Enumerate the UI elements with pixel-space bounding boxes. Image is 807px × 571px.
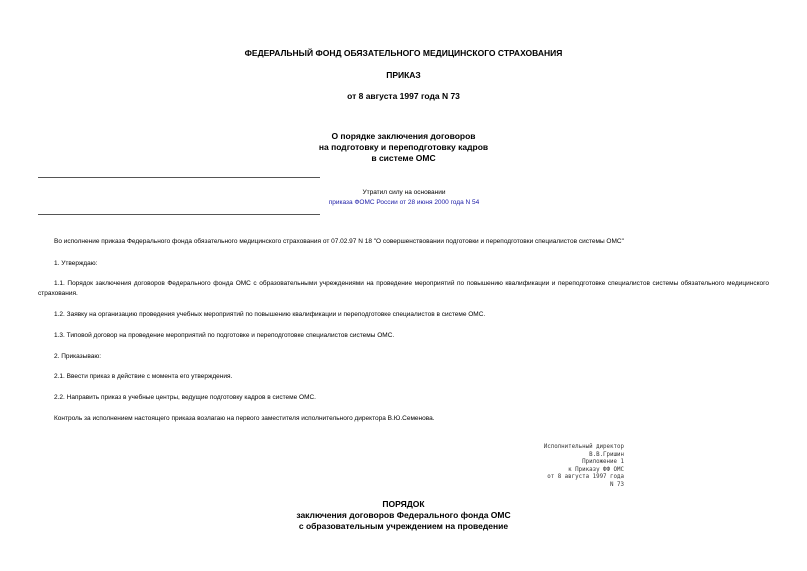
document-type-heading: ПРИКАЗ [386,70,421,80]
signature-block [470,444,624,490]
item-2-2: 2.2. Направить приказ в учебные центры, ведущие подготовку кадров в системе ОМС. [54,394,316,401]
signature-line: Исполнительный директор [543,444,624,450]
signature-line: к Приказу ФФ ОМС [568,466,624,473]
item-1-3: 1.3. Типовой договор на проведение мероприятий по подготовке и переподготовке специалистов системы ОМС. [54,332,395,339]
signature-line: от 8 августа 1997 года [547,474,624,481]
divider-bottom [38,214,320,215]
order-section-subtitle: заключения договоров Федерального фонда ОМС [296,510,511,520]
title-line: в системе ОМС [371,153,436,163]
item-1: 1. Утверждаю: [54,260,98,267]
preamble-paragraph: Во исполнение приказа Федерального фонда обязательного медицинского страхования от 07.02.97 N 18 "О совершенствовании подготовки и переподготовки специалистов системы ОМС" [54,238,624,245]
document-date-number: от 8 августа 1997 года N 73 [347,91,460,101]
signature-line: В.В.Гришин [589,451,624,458]
item-2-1: 2.1. Ввести приказ в действие с момента его утверждения. [54,373,233,380]
repeal-order-link[interactable]: приказа ФОМС России от 28 июня 2000 года N 54 [328,199,480,206]
order-section-title: ПОРЯДОК [382,499,425,509]
item-1-1: 1.1. Порядок заключения договоров Федерального фонда ОМС с образовательными учреждениями на проведение мероприятий по повышению квалификации и переподготовке специалистов системы обязательного медицинского страхования. [38,280,769,297]
control-paragraph: Контроль за исполнением настоящего приказа возлагаю на первого заместителя исполнительного директора В.Ю.Семенова. [54,415,435,422]
signature-line: N 73 [610,481,624,488]
document-title [0,131,807,164]
item-1-2: 1.2. Заявку на организацию проведения учебных мероприятий по повышению квалификации и переподготовке специалистов в системе ОМС. [54,311,486,318]
title-line: на подготовку и переподготовку кадров [318,142,489,152]
divider-top [38,177,320,178]
organization-heading: ФЕДЕРАЛЬНЫЙ ФОНД ОБЯЗАТЕЛЬНОГО МЕДИЦИНСКОГО СТРАХОВАНИЯ [244,48,563,58]
item-2: 2. Приказываю: [54,353,102,360]
status-note: Утратил силу на основании [362,189,446,196]
signature-line: Приложение 1 [582,459,624,466]
order-section-subtitle: с образовательным учреждением на проведение [298,521,509,531]
title-line: О порядке заключения договоров [331,131,476,141]
